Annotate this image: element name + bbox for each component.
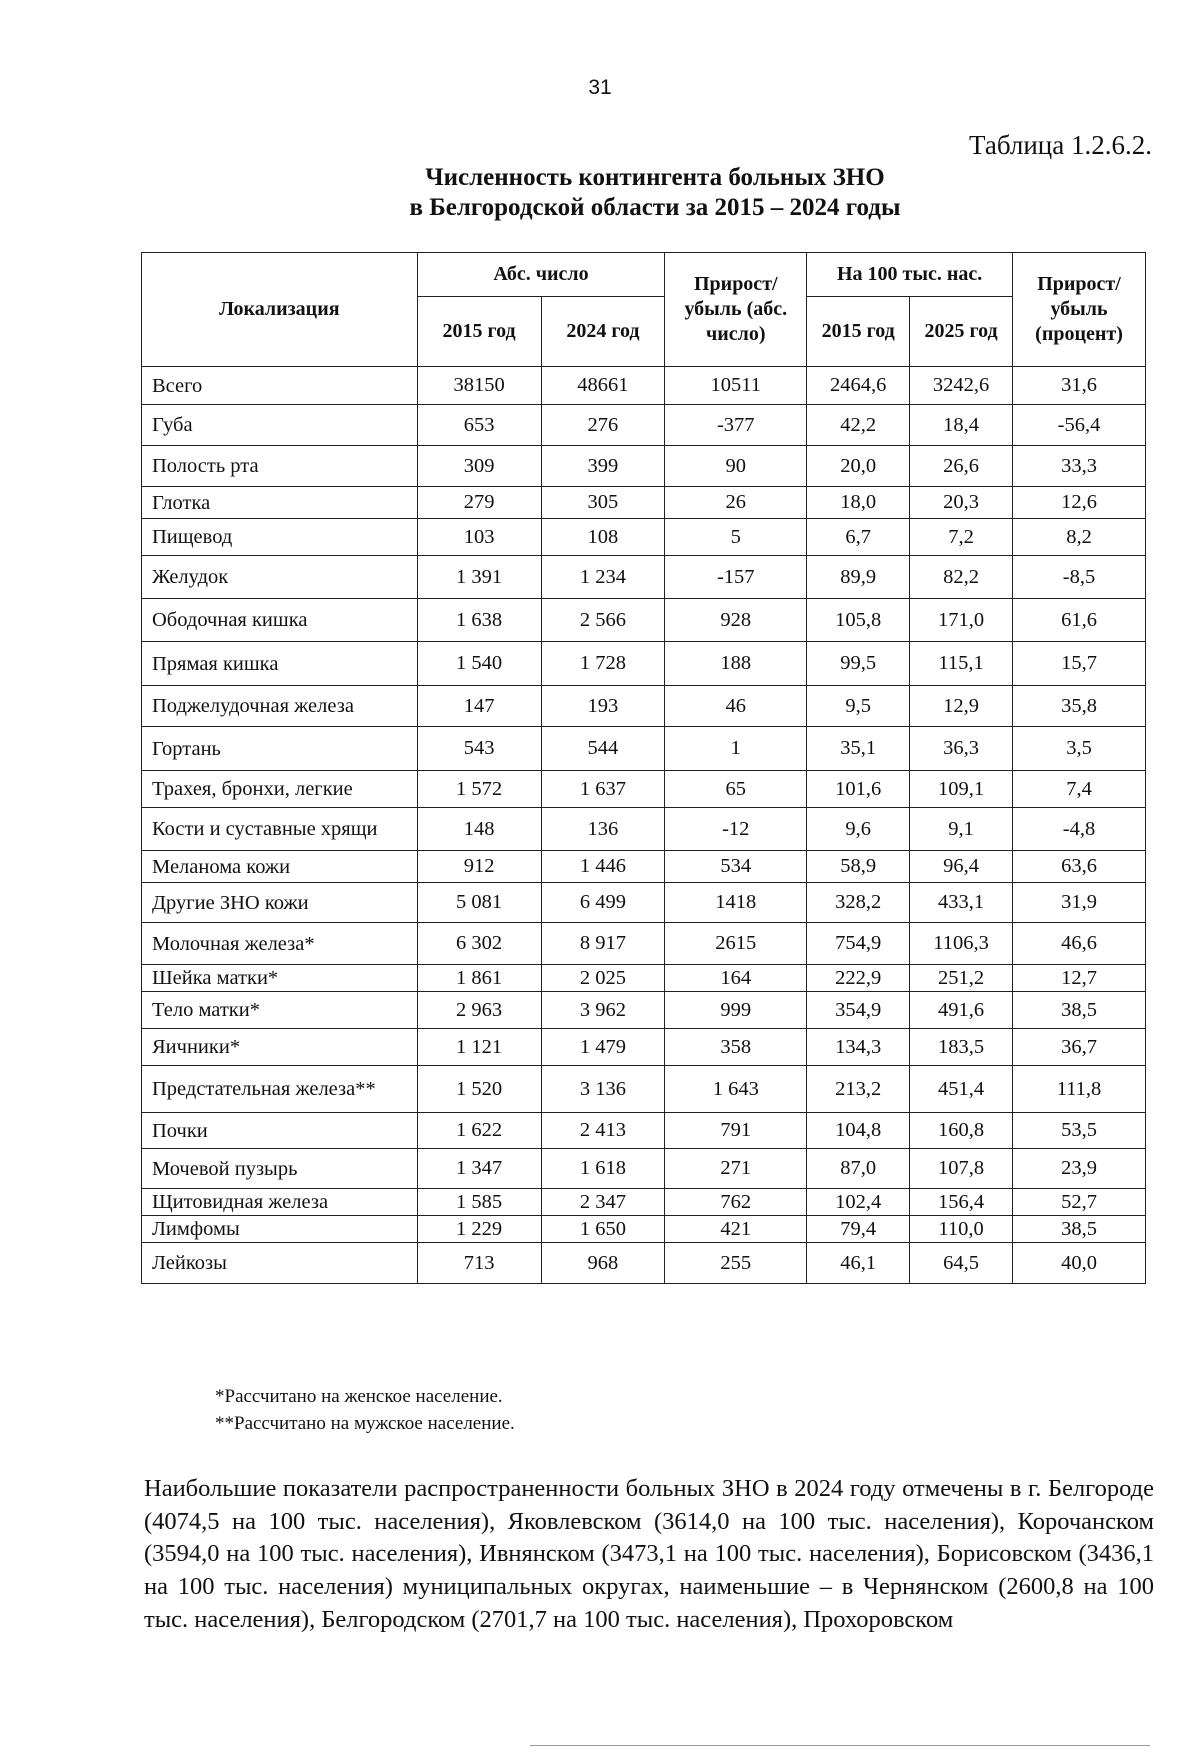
localization-cell: Мочевой пузырь: [142, 1149, 418, 1189]
abs-2024-cell: 2 413: [541, 1113, 665, 1149]
abs-2015-cell: 5 081: [417, 883, 541, 923]
abs-2015-cell: 543: [417, 727, 541, 771]
localization-cell: Меланома кожи: [142, 851, 418, 883]
growth-abs-cell: 26: [665, 487, 807, 519]
growth-pct-cell: 36,7: [1013, 1029, 1146, 1066]
growth-abs-cell: 762: [665, 1189, 807, 1216]
table-label: Таблица 1.2.6.2.: [969, 130, 1152, 160]
table-row: [142, 519, 1146, 556]
header-localization: Локализация: [142, 253, 418, 367]
growth-abs-cell: 255: [665, 1243, 807, 1284]
table-row: [142, 851, 1146, 883]
localization-cell: Лейкозы: [142, 1243, 418, 1284]
abs-2015-cell: 279: [417, 487, 541, 519]
footnote-female: *Рассчитано на женское население.: [215, 1386, 503, 1407]
table-title: [0, 163, 1200, 223]
growth-pct-cell: 46,6: [1013, 923, 1146, 965]
growth-pct-cell: 31,6: [1013, 367, 1146, 405]
abs-2015-cell: 1 585: [417, 1189, 541, 1216]
table-row: [142, 405, 1146, 446]
growth-abs-cell: 65: [665, 771, 807, 808]
localization-cell: Кости и суставные хрящи: [142, 808, 418, 851]
table-body: [142, 367, 1146, 1284]
per100-2015-cell: 79,4: [807, 1216, 910, 1243]
localization-cell: Лимфомы: [142, 1216, 418, 1243]
growth-pct-cell: -56,4: [1013, 405, 1146, 446]
growth-abs-cell: 5: [665, 519, 807, 556]
abs-2024-cell: 108: [541, 519, 665, 556]
growth-abs-cell: 534: [665, 851, 807, 883]
header-abs-2024: 2024 год: [541, 297, 665, 367]
header-growth-pct: Прирост/ убыль (процент): [1013, 253, 1146, 367]
bottom-rule: [530, 1745, 1150, 1746]
growth-pct-cell: 111,8: [1013, 1066, 1146, 1113]
abs-2015-cell: 1 861: [417, 965, 541, 992]
growth-abs-cell: 271: [665, 1149, 807, 1189]
per100-2025-cell: 171,0: [910, 599, 1013, 642]
localization-cell: Шейка матки*: [142, 965, 418, 992]
abs-2024-cell: 2 025: [541, 965, 665, 992]
abs-2015-cell: 1 229: [417, 1216, 541, 1243]
growth-pct-cell: 38,5: [1013, 992, 1146, 1029]
header-per100-2025: 2025 год: [910, 297, 1013, 367]
abs-2015-cell: 38150: [417, 367, 541, 405]
page-number: 31: [588, 76, 612, 99]
table-row: [142, 923, 1146, 965]
localization-cell: Трахея, бронхи, легкие: [142, 771, 418, 808]
abs-2024-cell: 136: [541, 808, 665, 851]
abs-2015-cell: 1 520: [417, 1066, 541, 1113]
table-row: [142, 1189, 1146, 1216]
abs-2024-cell: 1 728: [541, 642, 665, 686]
abs-2015-cell: 147: [417, 686, 541, 727]
abs-2015-cell: 1 638: [417, 599, 541, 642]
table-row: [142, 642, 1146, 686]
abs-2024-cell: 48661: [541, 367, 665, 405]
header-per100: На 100 тыс. нас.: [807, 253, 1013, 297]
localization-cell: Поджелудочная железа: [142, 686, 418, 727]
per100-2015-cell: 105,8: [807, 599, 910, 642]
growth-abs-cell: -157: [665, 556, 807, 599]
growth-pct-cell: 12,6: [1013, 487, 1146, 519]
abs-2015-cell: 1 121: [417, 1029, 541, 1066]
abs-2024-cell: 1 234: [541, 556, 665, 599]
growth-pct-cell: 40,0: [1013, 1243, 1146, 1284]
per100-2015-cell: 102,4: [807, 1189, 910, 1216]
per100-2025-cell: 82,2: [910, 556, 1013, 599]
abs-2015-cell: 309: [417, 446, 541, 487]
table-row: [142, 1216, 1146, 1243]
table-row: [142, 883, 1146, 923]
per100-2015-cell: 222,9: [807, 965, 910, 992]
per100-2025-cell: 433,1: [910, 883, 1013, 923]
abs-2024-cell: 1 479: [541, 1029, 665, 1066]
abs-2024-cell: 968: [541, 1243, 665, 1284]
growth-abs-cell: 791: [665, 1113, 807, 1149]
growth-abs-cell: 46: [665, 686, 807, 727]
growth-pct-cell: 33,3: [1013, 446, 1146, 487]
per100-2015-cell: 89,9: [807, 556, 910, 599]
per100-2025-cell: 183,5: [910, 1029, 1013, 1066]
per100-2015-cell: 354,9: [807, 992, 910, 1029]
table-title-line-1: Численность контингента больных ЗНО: [425, 164, 885, 191]
per100-2015-cell: 9,5: [807, 686, 910, 727]
localization-cell: Почки: [142, 1113, 418, 1149]
footnote-male: **Рассчитано на мужское население.: [215, 1413, 515, 1434]
abs-2024-cell: 544: [541, 727, 665, 771]
growth-abs-cell: 358: [665, 1029, 807, 1066]
table-row: [142, 1149, 1146, 1189]
per100-2015-cell: 35,1: [807, 727, 910, 771]
localization-cell: Пищевод: [142, 519, 418, 556]
per100-2015-cell: 46,1: [807, 1243, 910, 1284]
abs-2024-cell: 276: [541, 405, 665, 446]
localization-cell: Желудок: [142, 556, 418, 599]
table-row: [142, 367, 1146, 405]
table-title-line-2: в Белгородской области за 2015 – 2024 годы: [409, 194, 901, 221]
growth-abs-cell: 1: [665, 727, 807, 771]
growth-pct-cell: 23,9: [1013, 1149, 1146, 1189]
abs-2015-cell: 713: [417, 1243, 541, 1284]
growth-pct-cell: 12,7: [1013, 965, 1146, 992]
per100-2015-cell: 58,9: [807, 851, 910, 883]
growth-abs-cell: 2615: [665, 923, 807, 965]
per100-2025-cell: 18,4: [910, 405, 1013, 446]
per100-2025-cell: 12,9: [910, 686, 1013, 727]
per100-2015-cell: 101,6: [807, 771, 910, 808]
growth-pct-cell: 8,2: [1013, 519, 1146, 556]
header-per100-2015: 2015 год: [807, 297, 910, 367]
abs-2024-cell: 2 347: [541, 1189, 665, 1216]
per100-2015-cell: 20,0: [807, 446, 910, 487]
abs-2024-cell: 8 917: [541, 923, 665, 965]
localization-cell: Полость рта: [142, 446, 418, 487]
localization-cell: Молочная железа*: [142, 923, 418, 965]
per100-2025-cell: 96,4: [910, 851, 1013, 883]
per100-2025-cell: 3242,6: [910, 367, 1013, 405]
footnotes: [215, 1383, 515, 1437]
per100-2025-cell: 110,0: [910, 1216, 1013, 1243]
abs-2024-cell: 6 499: [541, 883, 665, 923]
per100-2015-cell: 754,9: [807, 923, 910, 965]
localization-cell: Ободочная кишка: [142, 599, 418, 642]
abs-2024-cell: 1 446: [541, 851, 665, 883]
table-row: [142, 556, 1146, 599]
abs-2024-cell: 1 650: [541, 1216, 665, 1243]
abs-2024-cell: 1 637: [541, 771, 665, 808]
per100-2015-cell: 99,5: [807, 642, 910, 686]
growth-pct-cell: -8,5: [1013, 556, 1146, 599]
growth-pct-cell: 35,8: [1013, 686, 1146, 727]
growth-abs-cell: -377: [665, 405, 807, 446]
per100-2025-cell: 26,6: [910, 446, 1013, 487]
growth-abs-cell: 188: [665, 642, 807, 686]
per100-2015-cell: 213,2: [807, 1066, 910, 1113]
growth-pct-cell: -4,8: [1013, 808, 1146, 851]
per100-2025-cell: 109,1: [910, 771, 1013, 808]
per100-2025-cell: 251,2: [910, 965, 1013, 992]
abs-2024-cell: 193: [541, 686, 665, 727]
table-row: [142, 1243, 1146, 1284]
abs-2015-cell: 912: [417, 851, 541, 883]
localization-cell: Глотка: [142, 487, 418, 519]
abs-2015-cell: 6 302: [417, 923, 541, 965]
abs-2015-cell: 1 622: [417, 1113, 541, 1149]
table-row: [142, 727, 1146, 771]
abs-2015-cell: 653: [417, 405, 541, 446]
per100-2025-cell: 156,4: [910, 1189, 1013, 1216]
abs-2024-cell: 399: [541, 446, 665, 487]
growth-abs-cell: -12: [665, 808, 807, 851]
growth-abs-cell: 164: [665, 965, 807, 992]
abs-2015-cell: 1 572: [417, 771, 541, 808]
data-table: [141, 252, 1146, 1284]
localization-cell: Тело матки*: [142, 992, 418, 1029]
per100-2025-cell: 64,5: [910, 1243, 1013, 1284]
per100-2025-cell: 7,2: [910, 519, 1013, 556]
per100-2015-cell: 104,8: [807, 1113, 910, 1149]
table-row: [142, 808, 1146, 851]
growth-pct-cell: 61,6: [1013, 599, 1146, 642]
growth-pct-cell: 63,6: [1013, 851, 1146, 883]
growth-pct-cell: 15,7: [1013, 642, 1146, 686]
abs-2015-cell: 1 540: [417, 642, 541, 686]
growth-abs-cell: 1418: [665, 883, 807, 923]
per100-2025-cell: 115,1: [910, 642, 1013, 686]
per100-2025-cell: 107,8: [910, 1149, 1013, 1189]
body-paragraph: Наибольшие показатели распространенности больных ЗНО в 2024 году отмечены в г. Белгороде (4074,5 на 100 тыс. населения), Яковлевском (3614,0 на 100 тыс. населения), Корочанском (3594,0 на 100 тыс. населения), Ивнянском (3473,1 на 100 тыс. населения), Борисовском (3436,1 на 100 тыс. населения) муниципальных округах, наименьшие – в Чернянском (2600,8 на 100 тыс. населения), Белгородском (2701,7 на 100 тыс. населения), Прохоровском: [144, 1475, 1154, 1633]
per100-2015-cell: 42,2: [807, 405, 910, 446]
per100-2015-cell: 87,0: [807, 1149, 910, 1189]
per100-2025-cell: 36,3: [910, 727, 1013, 771]
localization-cell: Всего: [142, 367, 418, 405]
per100-2025-cell: 451,4: [910, 1066, 1013, 1113]
per100-2015-cell: 134,3: [807, 1029, 910, 1066]
localization-cell: Прямая кишка: [142, 642, 418, 686]
per100-2025-cell: 20,3: [910, 487, 1013, 519]
table-row: [142, 686, 1146, 727]
header-growth-abs: Прирост/ убыль (абс. число): [665, 253, 807, 367]
growth-pct-cell: 31,9: [1013, 883, 1146, 923]
table-row: [142, 1029, 1146, 1066]
abs-2024-cell: 2 566: [541, 599, 665, 642]
per100-2025-cell: 160,8: [910, 1113, 1013, 1149]
localization-cell: Другие ЗНО кожи: [142, 883, 418, 923]
localization-cell: Губа: [142, 405, 418, 446]
per100-2015-cell: 18,0: [807, 487, 910, 519]
table-row: [142, 965, 1146, 992]
table-row: [142, 1066, 1146, 1113]
per100-2015-cell: 6,7: [807, 519, 910, 556]
per100-2025-cell: 491,6: [910, 992, 1013, 1029]
header-abs-2015: 2015 год: [417, 297, 541, 367]
growth-abs-cell: 1 643: [665, 1066, 807, 1113]
growth-pct-cell: 7,4: [1013, 771, 1146, 808]
growth-abs-cell: 90: [665, 446, 807, 487]
per100-2015-cell: 328,2: [807, 883, 910, 923]
growth-abs-cell: 10511: [665, 367, 807, 405]
abs-2024-cell: 1 618: [541, 1149, 665, 1189]
abs-2024-cell: 3 962: [541, 992, 665, 1029]
abs-2024-cell: 3 136: [541, 1066, 665, 1113]
localization-cell: Щитовидная железа: [142, 1189, 418, 1216]
abs-2015-cell: 2 963: [417, 992, 541, 1029]
table-row: [142, 771, 1146, 808]
per100-2025-cell: 9,1: [910, 808, 1013, 851]
growth-pct-cell: 52,7: [1013, 1189, 1146, 1216]
table-row: [142, 1113, 1146, 1149]
abs-2015-cell: 1 347: [417, 1149, 541, 1189]
abs-2015-cell: 103: [417, 519, 541, 556]
abs-2024-cell: 305: [541, 487, 665, 519]
growth-pct-cell: 38,5: [1013, 1216, 1146, 1243]
growth-pct-cell: 3,5: [1013, 727, 1146, 771]
header-abs: Абс. число: [417, 253, 665, 297]
localization-cell: Гортань: [142, 727, 418, 771]
localization-cell: Яичники*: [142, 1029, 418, 1066]
table-row: [142, 992, 1146, 1029]
growth-abs-cell: 928: [665, 599, 807, 642]
per100-2025-cell: 1106,3: [910, 923, 1013, 965]
abs-2015-cell: 148: [417, 808, 541, 851]
growth-pct-cell: 53,5: [1013, 1113, 1146, 1149]
table-row: [142, 599, 1146, 642]
per100-2015-cell: 2464,6: [807, 367, 910, 405]
abs-2015-cell: 1 391: [417, 556, 541, 599]
table-row: [142, 487, 1146, 519]
per100-2015-cell: 9,6: [807, 808, 910, 851]
growth-abs-cell: 421: [665, 1216, 807, 1243]
growth-abs-cell: 999: [665, 992, 807, 1029]
table-row: [142, 446, 1146, 487]
localization-cell: Предстательная железа**: [142, 1066, 418, 1113]
